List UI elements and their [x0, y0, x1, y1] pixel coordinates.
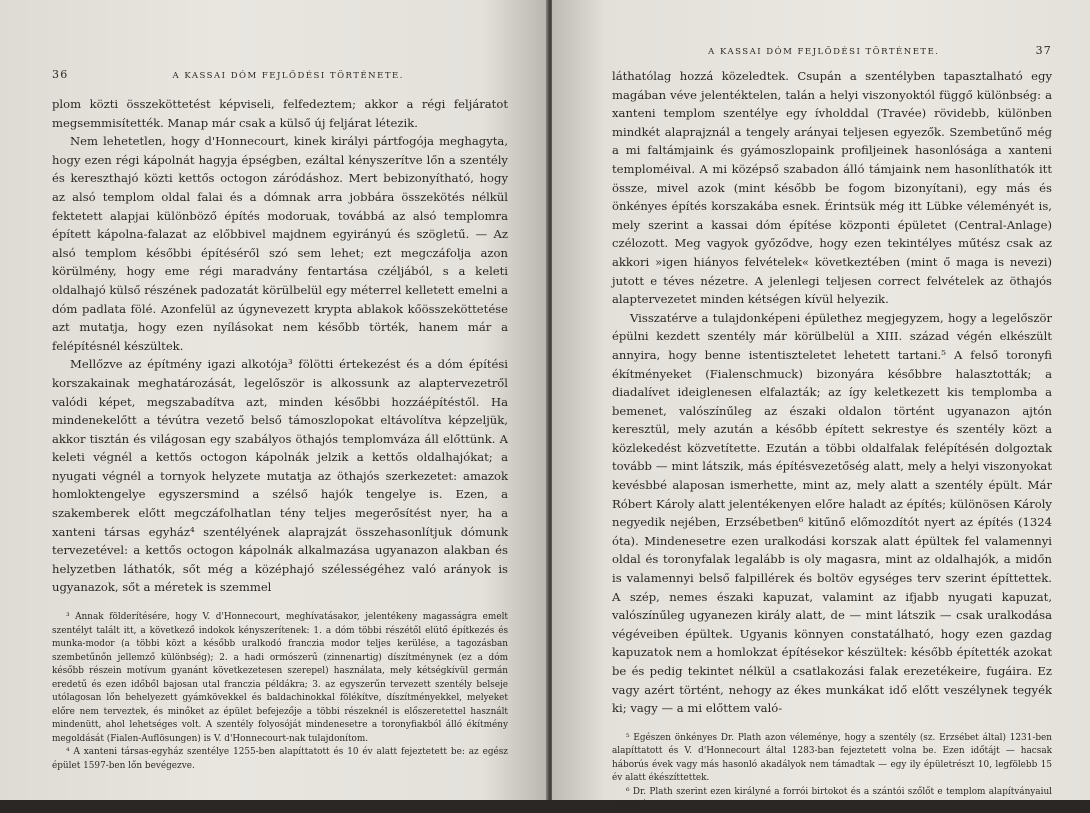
right-page	[552, 0, 1090, 811]
footnote-5: ⁵ Egészen önkényes Dr. Plath azon véleménye, hogy a szentély (sz. Erzsébet által) 1231-ben alapíttatott és V. d'Honnecourt által 1283-ban fejeztetett volna be. Ezen időtájt — hacsak háborús évek vagy más hasonló akadályok nem támadtak — egy ily épületrészt 10, legfölebb 15 év alatt ékészíttettek.	[612, 732, 1052, 784]
right-running-title: A KASSAI DÓM FEJLŐDÉSI TÖRTÉNETE.	[708, 47, 940, 57]
left-footnote-separator	[52, 597, 508, 611]
left-paragraph-1: plom közti összeköttetést képviseli, felfedeztem; akkor a régi feljáratot megsemmisítették. Manap már csak a külső új feljárat létezik.	[52, 97, 508, 130]
left-running-title: A KASSAI DÓM FEJLŐDÉSI TÖRTÉNETE.	[172, 71, 404, 81]
right-paragraph-2: Visszatérve a tulajdonképeni épülethez megjegyzem, hogy a legelőször épülni kezdett szentély már körülbelül a XIII. század végén elkészült annyira, hogy benne istentiszteletet lehetett tartani.⁵ A felső toronyfi ékítményeket (Fialenschmuck) bizonyára későbbre halasztották; a diadalívet ideiglenesen elfalazták; az így keletkezett kis templomba a bemenet, valószínűleg az északi oldalon történt ugyanazon ajtón keresztül, mely azután a később épített sekrestye és szentély közt a közlekedést közvetítette. Ezután a többi oldalfalak felépítésén dolgoztak tovább — mint látszik, más építésvezetőség alatt, mely a helyi viszonyokat kevésbbé alaposan ismerhette, mint az, mely alatt a szentély épült. Már Róbert Károly alatt jelentékenyen előre haladt az építés; különösen Károly negyedik nejében, Erzsébetben⁶ kitűnő előmozdítót nyert az építés (1324 óta). Mindenesetre ezen uralkodási korszak alatt épültek fel valamennyi oldal és toronyfalak legalább is oly magasra, mint az oldalhajók, a midőn is valamennyi belső falpillérek és boltöv egységes terv szerint építtettek. A szép, nemes északi kapuzat, valamint az ifjabb nyugati kapuzat, valószínűleg ugyanezen király alatt, de — mint látszik — csak uralkodása végéveiben épültek. Ugyanis könnyen constatálható, hogy ezen gazdag kapuzatok nem a homlokzat építésekor készültek: később építették azokat be és pedig tekintet nélkül a csatlakozási falak erezetékeire, fugáira. Ez vagy azért történt, nehogy az ékes munkákat idő előtt veszélynek tegyék ki; vagy — a mi előttem való-	[612, 310, 1052, 716]
left-footnotes	[52, 611, 508, 773]
right-body-text	[612, 67, 1052, 718]
right-paragraph-1: láthatólag hozzá közeledtek. Csupán a szentélyben tapasztalható egy magában véve jelentéktelen, talán a helyi viszonyoktól függő különbség: a xanteni templom szentélye egy ívholddal (Travée) rövidebb, különben mindkét alaprajznál a tengely arányai teljesen egyezők. Szembetűnő még a mi faltámjaink és gyámoszlopaink profiljeinek hasonlósága a xanteni temploméival. A mi középső szabadon álló támjaink nem hasonlíthatók itt össze, mivel azok (mint később be fogom bizonyítani), egy más és önkényes építés korszakába esnek. Érintsük még itt Lübke véleményét is, mely szerint a kassai dóm építése központi épületet (Central-Anlage) czélozott. Meg vagyok győződve, hogy ezen tekintélyes műtész csak az akkori »igen hiányos felvételek« következtében (mint ő maga is nevezi) jutott e téves nézetre. A jelenlegi teljesen correct felvételek az öthajós alaptervezetet minden kétségen kívül helyezik.	[612, 69, 1052, 307]
right-footnote-separator	[612, 718, 1052, 732]
footnote-6: ⁶ Dr. Plath szerint ezen királyné a forrói birtokot és a szántói szőlőt e templom alapítványaiul rendelé.	[612, 786, 1052, 811]
footnote-3: ³ Annak földerítésére, hogy V. d'Honnecourt, meghívatásakor, jelentékeny magasságra emelt szentélyt talált itt, a következő indokok kényszerítenek: 1. a dóm többi részétől elütő építkezés és munka-modor (a többi közt a később uralkodó franczia modor teljes kerülése, a tagozásban szembetűnőn jellemző különbség); 2. a hadi ormószerű (zinnenartig) díszítménynek (ez a dóm később részein motívum gyanánt következetesen szerepel) használata, mely kétségkívül germán eredetű és ezen időből bajosan utal franczia példákra; 3. az egyszerűn tervezett szentély belseje utólagosan lőn behelyezett gyámkövekkel és baldachinokkal fölékítve, díszítményekkel, melyeket előre nem terveztek, és minőket az épület befejezője a többi részeknél is előszeretettel használt mindenütt, ahol lehetséges volt. A szentély folyosóját mindenesetre a toronyfiakból álló ékítmény megoldását (Fialen-Auflösungen) is V. d'Honnecourt-nak tulajdonítom.	[52, 612, 508, 744]
left-paragraph-3: Mellőzve az építmény igazi alkotója³ fölötti értekezést és a dóm építési korszakainak meghatározását, legelőször is alkossunk az alaptervezetről valódi képet, megszabadítva azt, minden későbbi hozzáépítéstől. Ha mindenekelőtt a tévútra vezető belső támoszlopokat eltávolítva képzeljük, akkor tisztán és világosan egy szabályos öthajós templomváza áll előttünk. A keleti végnél a kettős octogon kápolnák jelzik a kettős oldalhajókat; a nyugati végnél a tornyok helyzete mutatja az öthajós szerkezetet: amazok homloktengelye egyszersmind a szélső hajók tengelye is. Ezen, a szakemberek előtt megczáfolhatlan tény teljes megerősítést nyer, ha a xanteni társas egyház⁴ szentélyének alaprajzát összehasonlítjuk dómunk tervezetével: a kettős octogon kápolnák alkalmazása ugyanazon alakban és helyzetben láthatók, sőt még a középhajó szélességéhez való arányok is ugyanazok, sőt a méretek is szemmel	[52, 357, 508, 595]
left-running-head	[52, 68, 508, 81]
left-body-text	[52, 95, 508, 597]
right-footnotes	[612, 732, 1052, 813]
right-running-head	[612, 44, 1052, 57]
footnote-4: ⁴ A xanteni társas-egyház szentélye 1255-ben alapíttatott és 10 év alatt fejeztetett be: az egész épület 1597-ben lőn bevégezve.	[52, 747, 508, 771]
left-page	[0, 0, 548, 800]
left-paragraph-2: Nem lehetetlen, hogy d'Honnecourt, kinek királyi pártfogója meghagyta, hogy ezen régi kápolnát hagyja épségben, ezáltal kényszerítve lőn a szentély és kereszthajó közti kettős octogon záródáshoz. Mert bebizonyítható, hogy az alsó templom oldal falai és a dómnak arra jobbára összekötés nélkül fektetett alapjai különböző építés modoruak, továbbá az alsó templomra épített kápolna-falazat az előbbivel majdnem egyirányú és szögletű. — Az alsó templom későbbi építéséről szó sem lehet; ezt megczáfolja azon körülmény, hogy eme régi maradvány fentartása czéljából, s a keleti oldalhajó külső részének padozatát körülbelül egy méterrel kelletett emelni a dóm padlata fölé. Azonfelül az úgynevezett krypta ablakok kőösszeköttetése azt mutatja, hogy ezen nyílásokat nem később törték, hanem már a felépítésnél készültek.	[52, 134, 508, 353]
right-page-number: 37	[1035, 44, 1052, 57]
left-page-number: 36	[52, 68, 69, 81]
